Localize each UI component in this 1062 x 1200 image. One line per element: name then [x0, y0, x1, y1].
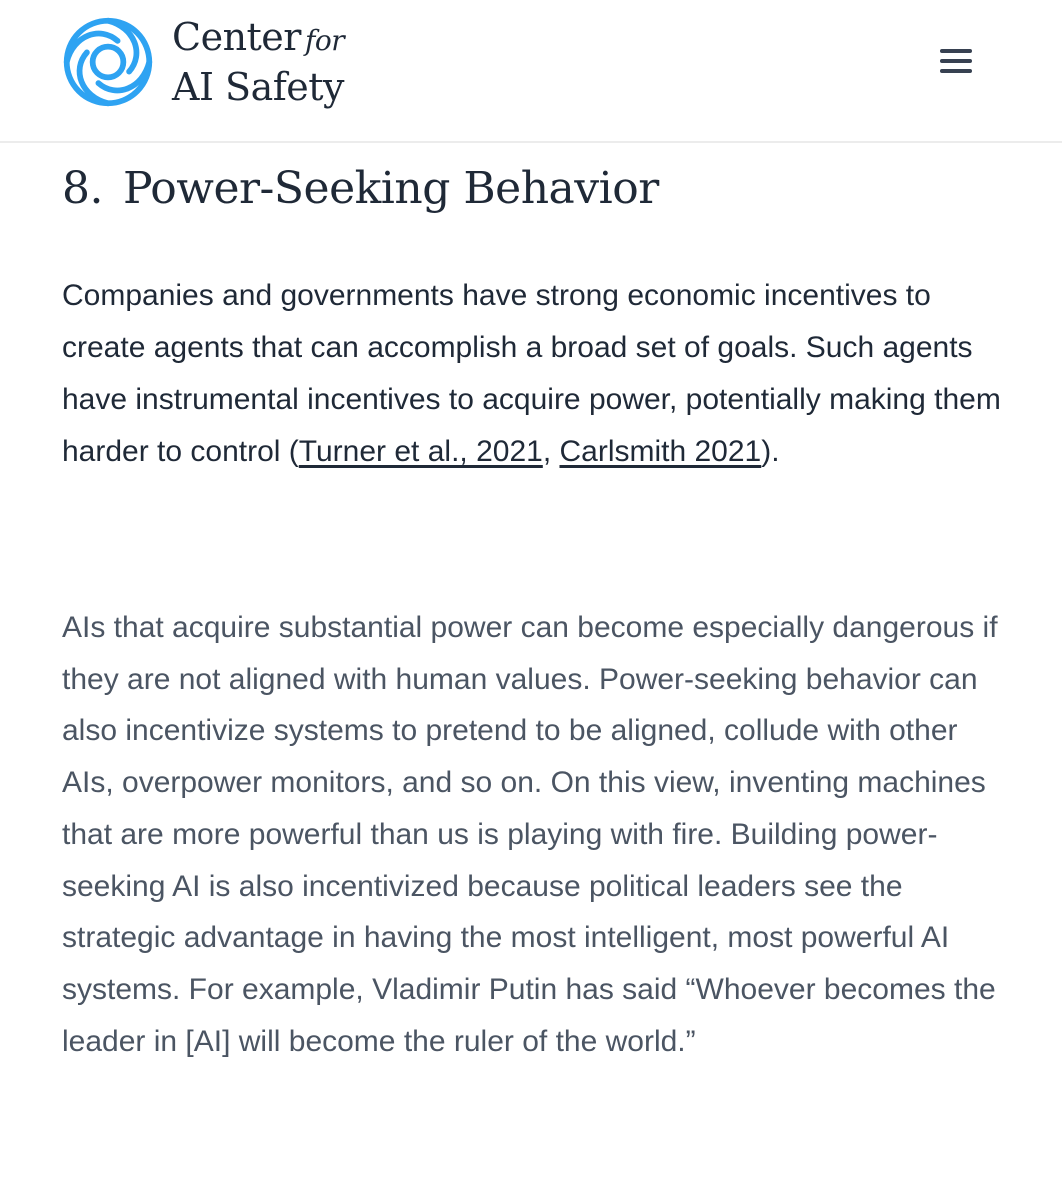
logo-center-text: Center [172, 15, 301, 59]
logo-line-1 [172, 14, 344, 64]
site-logo-link[interactable] [60, 14, 344, 110]
section-number: 8. [62, 163, 103, 214]
hamburger-menu-icon[interactable] [934, 44, 978, 78]
section-title-text: Power-Seeking Behavior [122, 163, 659, 214]
turner-citation-link[interactable]: Turner et al., 2021 [298, 435, 543, 468]
citation-separator: , [542, 435, 560, 468]
menu-bar-bottom [940, 69, 972, 73]
intro-text: Companies and governments have strong economic incentives to create agents that can accomplish a broad set of goals. Such agents have instrumental incentives to acquire power, potentially making them harder to control ( [62, 279, 1001, 468]
intro-text-end: ). [761, 435, 780, 468]
logo-line-2: AI Safety [172, 65, 345, 109]
carlsmith-citation-link[interactable]: Carlsmith 2021 [559, 435, 762, 468]
logo-wordmark [172, 14, 344, 110]
cais-logo-icon [60, 14, 156, 110]
intro-paragraph [62, 270, 1010, 478]
section-heading [62, 158, 659, 220]
site-header [0, 0, 1062, 143]
logo-for-text: for [304, 24, 345, 57]
menu-bar-middle [940, 59, 972, 63]
body-paragraph: AIs that acquire substantial power can become especially dangerous if they are not aligned with human values. Power-seeking behavior can also incentivize systems to pretend to be aligned, collude with other AIs, overpower monitors, and so on. On this view, inventing machines that are more powerful than us is playing with fire. Building power-seeking AI is also incentivized because political leaders see the strategic advantage in having the most intelligent, most powerful AI systems. For example, Vladimir Putin has said “Whoever becomes the leader in [AI] will become the ruler of the world.” [62, 611, 998, 1058]
menu-bar-top [940, 49, 972, 53]
